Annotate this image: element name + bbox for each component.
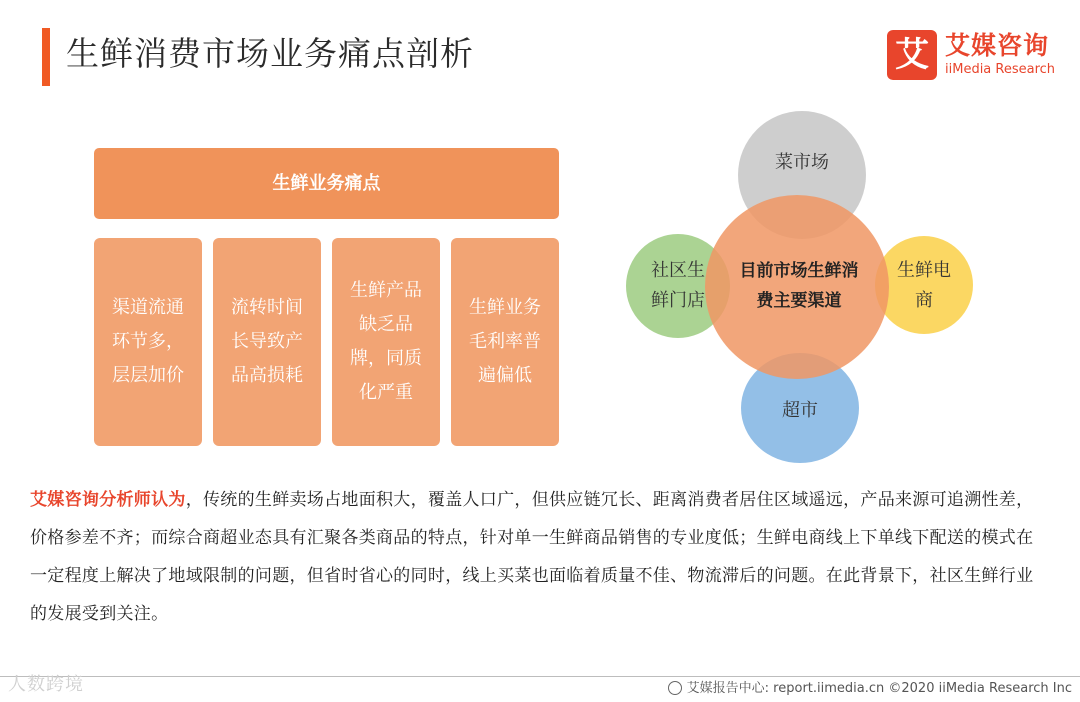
channels-venn-diagram xyxy=(600,100,1000,480)
channel-label-community-store: 社区生鲜门店 xyxy=(651,260,705,311)
pain-points-header: 生鲜业务痛点 xyxy=(94,148,559,219)
pain-point-card xyxy=(213,238,321,446)
footer-divider xyxy=(0,676,1080,677)
watermark: 人数跨境 xyxy=(8,674,84,695)
analysis-body: ，传统的生鲜卖场占地面积大，覆盖人口广，但供应链冗长、距离消费者居住区域遥远，产品来源可追溯性差，价格参差不齐；而综合商超业态具有汇聚各类商品的特点，针对单一生鲜商品销售的专业度低；生鲜电商线上下单线下配送的模式在一定程度上解决了地域限制的问题，但省时省心的同时，线上买菜也面临着质量不佳、物流滞后的问题。在此背景下，社区生鲜行业的发展受到关注。 xyxy=(30,490,1034,624)
footer-source-text: 艾媒报告中心: report.iimedia.cn ©2020 iiMedia Research Inc xyxy=(686,681,1072,696)
pain-point-text: 生鲜产品缺乏品牌，同质化严重 xyxy=(350,280,422,403)
page-title: 生鲜消费市场业务痛点剖析 xyxy=(66,34,474,73)
footer-source xyxy=(668,678,1072,700)
title-accent-bar xyxy=(42,28,50,86)
pain-point-card xyxy=(451,238,559,446)
pain-point-card xyxy=(94,238,202,446)
logo-mark-icon: 艾 xyxy=(887,30,937,80)
pain-point-text: 流转时间长导致产品高损耗 xyxy=(231,297,303,386)
analysis-paragraph xyxy=(30,481,1050,633)
logo-name-en: iiMedia Research xyxy=(945,62,1056,77)
pain-point-text: 渠道流通环节多，层层加价 xyxy=(112,297,184,386)
analysis-highlight: 艾媒咨询分析师认为 xyxy=(30,490,186,510)
logo-name-cn: 艾媒咨询 xyxy=(945,31,1050,60)
globe-icon xyxy=(668,681,682,695)
channel-label-center: 目前市场生鲜消费主要渠道 xyxy=(739,261,859,311)
iimedia-logo xyxy=(887,30,1067,82)
channel-label-market: 菜市场 xyxy=(775,152,829,173)
pain-point-text: 生鲜业务毛利率普遍偏低 xyxy=(469,297,541,386)
channel-label-ecommerce: 生鲜电商 xyxy=(897,260,951,311)
channel-label-supermarket: 超市 xyxy=(782,400,818,421)
pain-point-card xyxy=(332,238,440,446)
